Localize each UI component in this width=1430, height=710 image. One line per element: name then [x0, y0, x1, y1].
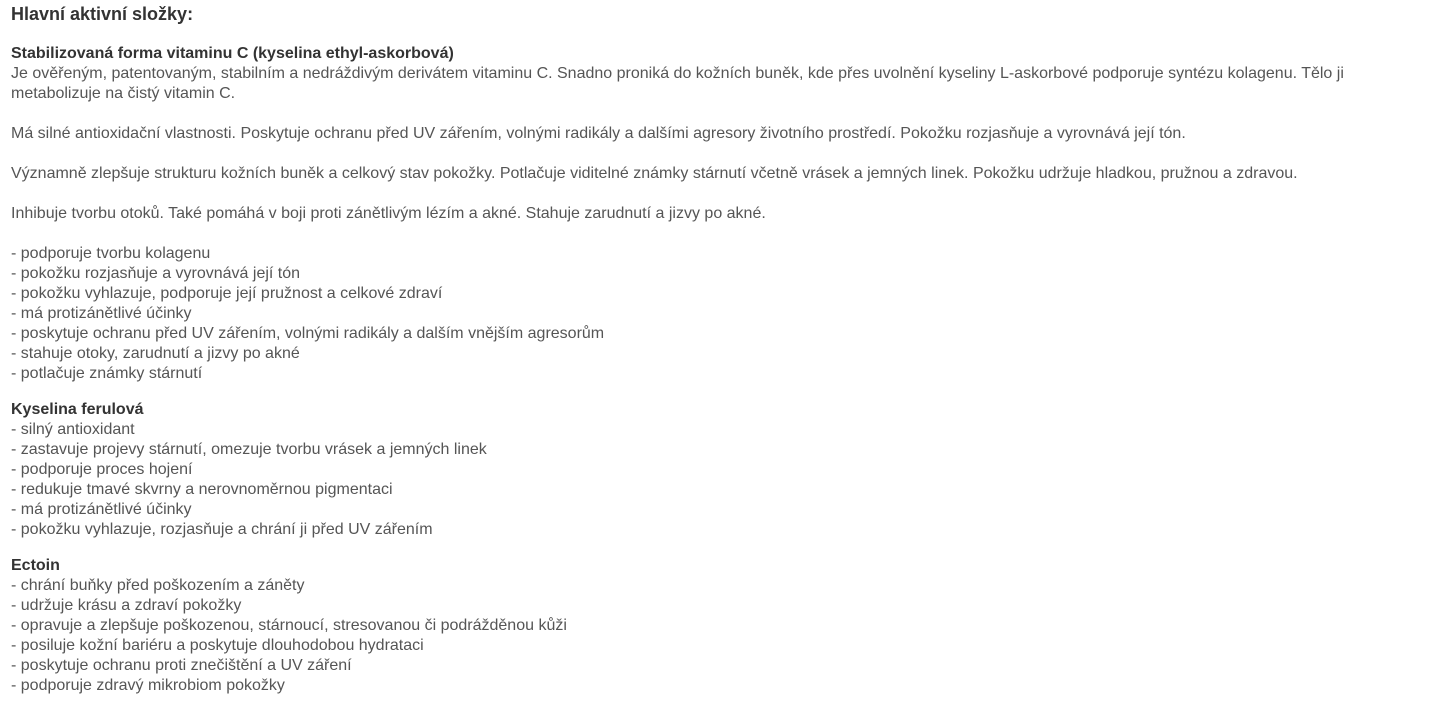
- list-item: - stahuje otoky, zarudnutí a jizvy po akné: [11, 345, 300, 362]
- section-ectoin: [11, 556, 1416, 696]
- paragraph: Inhibuje tvorbu otoků. Také pomáhá v boji proti zánětlivým lézím a akné. Stahuje zarudnutí a jizvy po akné.: [11, 205, 766, 222]
- benefit-list: [11, 420, 1416, 540]
- list-item: - podporuje zdravý mikrobiom pokožky: [11, 677, 285, 694]
- benefit-list: [11, 244, 1416, 384]
- list-item: - zastavuje projevy stárnutí, omezuje tvorbu vrásek a jemných linek: [11, 441, 487, 458]
- section-heading: Kyselina ferulová: [11, 401, 144, 418]
- list-item: - udržuje krásu a zdraví pokožky: [11, 597, 242, 614]
- paragraph: Je ověřeným, patentovaným, stabilním a nedráždivým derivátem vitaminu C. Snadno proniká do kožních buněk, kde přes uvolnění kyseliny L-askorbové podporuje syntézu kolagenu. Tělo ji metabolizuje na čistý vitamin C.: [11, 65, 1344, 102]
- paragraph: Má silné antioxidační vlastnosti. Poskytuje ochranu před UV zářením, volnými radikály a dalšími agresory životního prostředí. Pokožku rozjasňuje a vyrovnává její tón.: [11, 125, 1186, 142]
- benefit-list: [11, 576, 1416, 696]
- section-heading: Ectoin: [11, 557, 60, 574]
- page-title: Hlavní aktivní složky:: [11, 4, 194, 24]
- list-item: - silný antioxidant: [11, 421, 135, 438]
- list-item: - pokožku vyhlazuje, rozjasňuje a chrání ji před UV zářením: [11, 521, 433, 538]
- list-item: - pokožku vyhlazuje, podporuje její pružnost a celkové zdraví: [11, 285, 443, 302]
- list-item: - podporuje proces hojení: [11, 461, 193, 478]
- list-item: - potlačuje známky stárnutí: [11, 365, 203, 382]
- section-ferulic-acid: [11, 400, 1416, 540]
- list-item: - chrání buňky před poškozením a záněty: [11, 577, 305, 594]
- list-item: - opravuje a zlepšuje poškozenou, stárnoucí, stresovanou či podrážděnou kůži: [11, 617, 567, 634]
- list-item: - má protizánětlivé účinky: [11, 305, 192, 322]
- section-heading: Stabilizovaná forma vitaminu C (kyselina ethyl-askorbová): [11, 45, 454, 62]
- list-item: - má protizánětlivé účinky: [11, 501, 192, 518]
- paragraph: Významně zlepšuje strukturu kožních buněk a celkový stav pokožky. Potlačuje viditelné známky stárnutí včetně vrásek a jemných linek. Pokožku udržuje hladkou, pružnou a zdravou.: [11, 165, 1298, 182]
- list-item: - pokožku rozjasňuje a vyrovnává její tón: [11, 265, 301, 282]
- list-item: - poskytuje ochranu před UV zářením, volnými radikály a dalším vnějším agresorům: [11, 325, 605, 342]
- section-vitamin-c: [11, 44, 1416, 384]
- list-item: - podporuje tvorbu kolagenu: [11, 245, 211, 262]
- list-item: - poskytuje ochranu proti znečištění a UV záření: [11, 657, 352, 674]
- list-item: - redukuje tmavé skvrny a nerovnoměrnou pigmentaci: [11, 481, 393, 498]
- list-item: - posiluje kožní bariéru a poskytuje dlouhodobou hydrataci: [11, 637, 424, 654]
